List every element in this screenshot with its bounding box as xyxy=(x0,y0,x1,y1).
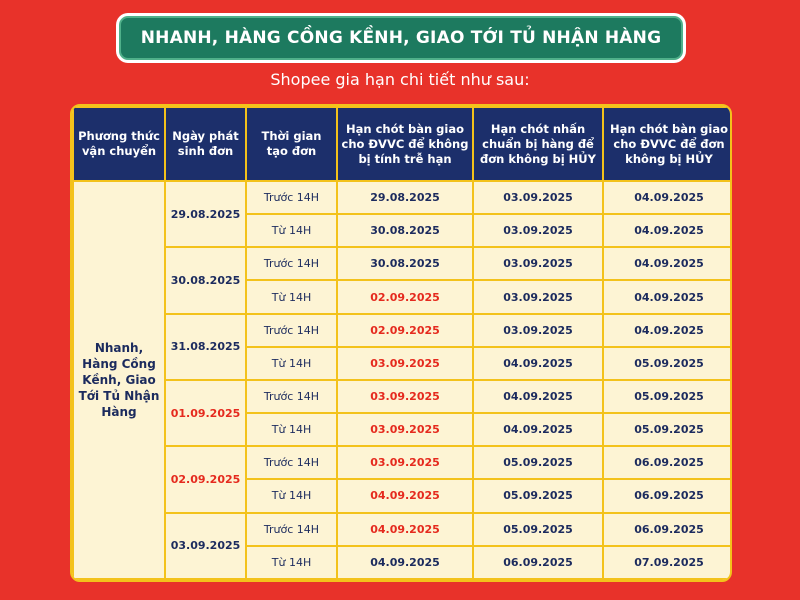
order-time-cell: Từ 14H xyxy=(246,347,337,380)
table-header-row xyxy=(73,107,732,181)
handover-cancel-deadline-cell: 06.09.2025 xyxy=(603,446,732,479)
order-date-cell: 29.08.2025 xyxy=(165,181,246,247)
header-handover-cancel-deadline: Hạn chót bàn giao cho ĐVVC để đơn không bị HỦY xyxy=(603,107,732,181)
handover-late-deadline-cell: 02.09.2025 xyxy=(337,280,473,313)
subtitle: Shopee gia hạn chi tiết như sau: xyxy=(270,70,530,89)
handover-cancel-deadline-cell: 05.09.2025 xyxy=(603,413,732,446)
title-banner-inner xyxy=(119,16,683,60)
handover-late-deadline-cell: 03.09.2025 xyxy=(337,413,473,446)
shipping-method-cell: Nhanh, Hàng Cồng Kềnh, Giao Tới Tủ Nhận Hàng xyxy=(73,181,165,579)
prepare-deadline-cell: 06.09.2025 xyxy=(473,546,603,579)
order-time-cell: Trước 14H xyxy=(246,513,337,546)
prepare-deadline-cell: 05.09.2025 xyxy=(473,513,603,546)
order-date-cell: 31.08.2025 xyxy=(165,314,246,380)
table-row xyxy=(73,247,732,280)
handover-cancel-deadline-cell: 05.09.2025 xyxy=(603,380,732,413)
prepare-deadline-cell: 04.09.2025 xyxy=(473,413,603,446)
schedule-table-container xyxy=(70,104,732,582)
order-time-cell: Trước 14H xyxy=(246,314,337,347)
prepare-deadline-cell: 03.09.2025 xyxy=(473,314,603,347)
order-date-cell: 01.09.2025 xyxy=(165,380,246,446)
header-handover-late-deadline: Hạn chót bàn giao cho ĐVVC để không bị tính trễ hạn xyxy=(337,107,473,181)
prepare-deadline-cell: 03.09.2025 xyxy=(473,280,603,313)
table-row xyxy=(73,446,732,479)
order-time-cell: Từ 14H xyxy=(246,280,337,313)
order-time-cell: Từ 14H xyxy=(246,546,337,579)
handover-late-deadline-cell: 03.09.2025 xyxy=(337,380,473,413)
handover-cancel-deadline-cell: 05.09.2025 xyxy=(603,347,732,380)
order-date-cell: 03.09.2025 xyxy=(165,513,246,579)
handover-cancel-deadline-cell: 04.09.2025 xyxy=(603,247,732,280)
order-time-cell: Trước 14H xyxy=(246,247,337,280)
prepare-deadline-cell: 04.09.2025 xyxy=(473,347,603,380)
header-order-date: Ngày phát sinh đơn xyxy=(165,107,246,181)
order-time-cell: Trước 14H xyxy=(246,380,337,413)
handover-late-deadline-cell: 30.08.2025 xyxy=(337,247,473,280)
table-row xyxy=(73,380,732,413)
table-row xyxy=(73,181,732,214)
header-order-time: Thời gian tạo đơn xyxy=(246,107,337,181)
table-row xyxy=(73,513,732,546)
order-time-cell: Trước 14H xyxy=(246,446,337,479)
prepare-deadline-cell: 05.09.2025 xyxy=(473,446,603,479)
title-banner xyxy=(116,13,686,63)
header-shipping-method: Phương thức vận chuyển xyxy=(73,107,165,181)
handover-late-deadline-cell: 04.09.2025 xyxy=(337,513,473,546)
order-time-cell: Trước 14H xyxy=(246,181,337,214)
banner-title: NHANH, HÀNG CỒNG KỀNH, GIAO TỚI TỦ NHẬN HÀNG xyxy=(140,28,662,48)
prepare-deadline-cell: 03.09.2025 xyxy=(473,181,603,214)
handover-cancel-deadline-cell: 04.09.2025 xyxy=(603,181,732,214)
order-time-cell: Từ 14H xyxy=(246,413,337,446)
handover-cancel-deadline-cell: 04.09.2025 xyxy=(603,280,732,313)
order-date-cell: 30.08.2025 xyxy=(165,247,246,313)
handover-late-deadline-cell: 04.09.2025 xyxy=(337,546,473,579)
handover-late-deadline-cell: 02.09.2025 xyxy=(337,314,473,347)
table-body xyxy=(73,181,732,579)
handover-late-deadline-cell: 03.09.2025 xyxy=(337,347,473,380)
handover-late-deadline-cell: 03.09.2025 xyxy=(337,446,473,479)
prepare-deadline-cell: 03.09.2025 xyxy=(473,247,603,280)
header-prepare-deadline: Hạn chót nhấn chuẩn bị hàng để đơn không bị HỦY xyxy=(473,107,603,181)
order-time-cell: Từ 14H xyxy=(246,214,337,247)
schedule-table xyxy=(72,106,732,580)
handover-cancel-deadline-cell: 04.09.2025 xyxy=(603,214,732,247)
handover-cancel-deadline-cell: 06.09.2025 xyxy=(603,513,732,546)
order-time-cell: Từ 14H xyxy=(246,479,337,512)
handover-cancel-deadline-cell: 06.09.2025 xyxy=(603,479,732,512)
handover-cancel-deadline-cell: 04.09.2025 xyxy=(603,314,732,347)
handover-late-deadline-cell: 29.08.2025 xyxy=(337,181,473,214)
table-row xyxy=(73,314,732,347)
prepare-deadline-cell: 03.09.2025 xyxy=(473,214,603,247)
handover-late-deadline-cell: 30.08.2025 xyxy=(337,214,473,247)
handover-cancel-deadline-cell: 07.09.2025 xyxy=(603,546,732,579)
order-date-cell: 02.09.2025 xyxy=(165,446,246,512)
prepare-deadline-cell: 05.09.2025 xyxy=(473,479,603,512)
handover-late-deadline-cell: 04.09.2025 xyxy=(337,479,473,512)
prepare-deadline-cell: 04.09.2025 xyxy=(473,380,603,413)
